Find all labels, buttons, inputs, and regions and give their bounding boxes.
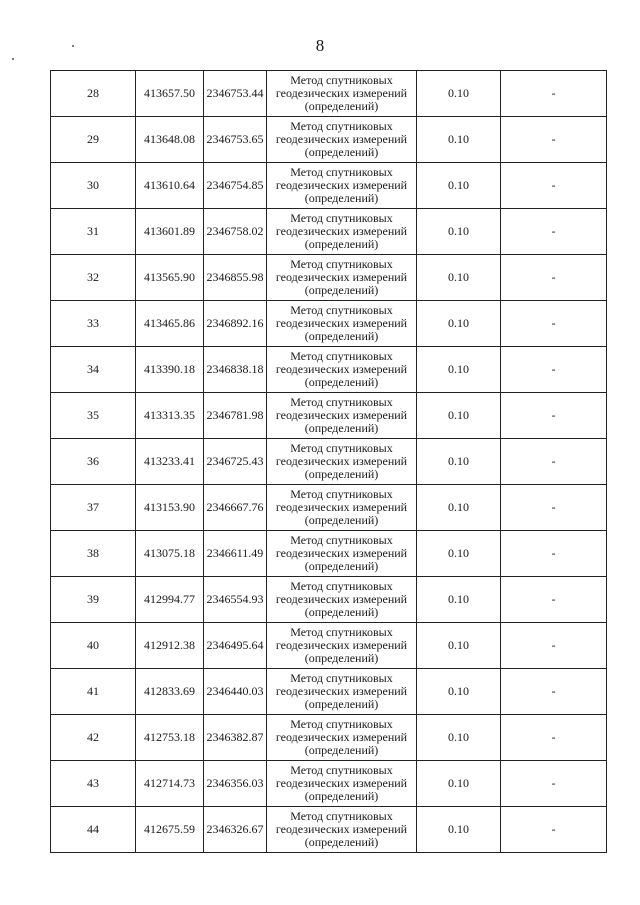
method-line: Метод спутниковых	[290, 303, 393, 317]
method-line: Метод спутниковых	[290, 257, 393, 271]
method-line: геодезических измерений	[275, 500, 408, 514]
cell-text: -	[551, 270, 556, 284]
table-row	[51, 439, 607, 485]
method-line: (определений)	[304, 559, 379, 573]
cell-text: 0.10	[448, 454, 469, 468]
coordinates-table	[50, 70, 607, 853]
point-number-cell	[51, 209, 136, 255]
cell-text: 0.10	[448, 730, 469, 744]
cell-text: -	[551, 638, 556, 652]
table-row	[51, 807, 607, 853]
method-cell	[267, 347, 417, 393]
x-coordinate-cell	[136, 439, 204, 485]
description-cell	[501, 71, 607, 117]
y-coordinate-cell	[204, 255, 267, 301]
cell-text: 29	[87, 132, 99, 146]
cell-text: 2346838.18	[206, 362, 264, 376]
cell-text: 30	[87, 178, 99, 192]
method-line: (определений)	[304, 283, 379, 297]
cell-text: -	[551, 408, 556, 422]
x-coordinate-cell	[136, 117, 204, 163]
cell-text: 413075.18	[144, 546, 195, 560]
scan-speck	[72, 45, 74, 47]
y-coordinate-cell	[204, 761, 267, 807]
y-coordinate-cell	[204, 347, 267, 393]
accuracy-cell	[417, 301, 501, 347]
x-coordinate-cell	[136, 761, 204, 807]
cell-text: -	[551, 224, 556, 238]
cell-text: 413601.89	[144, 224, 195, 238]
description-cell	[501, 761, 607, 807]
cell-text: -	[551, 178, 556, 192]
method-cell	[267, 163, 417, 209]
point-number-cell	[51, 393, 136, 439]
cell-text: 412675.59	[144, 822, 195, 836]
method-cell	[267, 577, 417, 623]
method-line: геодезических измерений	[275, 408, 408, 422]
cell-text: 42	[87, 730, 99, 744]
table-row	[51, 761, 607, 807]
cell-text: 35	[87, 408, 99, 422]
y-coordinate-cell	[204, 485, 267, 531]
description-cell	[501, 347, 607, 393]
accuracy-cell	[417, 531, 501, 577]
description-cell	[501, 209, 607, 255]
table-row	[51, 301, 607, 347]
x-coordinate-cell	[136, 71, 204, 117]
cell-text: 0.10	[448, 822, 469, 836]
accuracy-cell	[417, 439, 501, 485]
description-cell	[501, 531, 607, 577]
cell-text: 412994.77	[144, 592, 195, 606]
method-line: Метод спутниковых	[290, 211, 393, 225]
point-number-cell	[51, 715, 136, 761]
cell-text: 0.10	[448, 776, 469, 790]
cell-text: -	[551, 362, 556, 376]
method-line: (определений)	[304, 743, 379, 757]
table-row	[51, 623, 607, 669]
method-line: Метод спутниковых	[290, 395, 393, 409]
point-number-cell	[51, 531, 136, 577]
method-line: Метод спутниковых	[290, 533, 393, 547]
cell-text: -	[551, 592, 556, 606]
method-cell	[267, 715, 417, 761]
cell-text: 31	[87, 224, 99, 238]
accuracy-cell	[417, 485, 501, 531]
description-cell	[501, 807, 607, 853]
cell-text: 44	[87, 822, 99, 836]
method-line: геодезических измерений	[275, 316, 408, 330]
method-line: геодезических измерений	[275, 822, 408, 836]
cell-text: 2346440.03	[206, 684, 264, 698]
y-coordinate-cell	[204, 393, 267, 439]
description-cell	[501, 301, 607, 347]
point-number-cell	[51, 301, 136, 347]
cell-text: 413390.18	[144, 362, 195, 376]
cell-text: 0.10	[448, 224, 469, 238]
method-cell	[267, 393, 417, 439]
y-coordinate-cell	[204, 439, 267, 485]
cell-text: 412833.69	[144, 684, 195, 698]
table-row	[51, 393, 607, 439]
y-coordinate-cell	[204, 71, 267, 117]
x-coordinate-cell	[136, 531, 204, 577]
method-line: (определений)	[304, 329, 379, 343]
method-line: Метод спутниковых	[290, 671, 393, 685]
y-coordinate-cell	[204, 209, 267, 255]
method-line: Метод спутниковых	[290, 119, 393, 133]
method-line: геодезических измерений	[275, 178, 408, 192]
cell-text: 0.10	[448, 132, 469, 146]
method-cell	[267, 623, 417, 669]
cell-text: 413153.90	[144, 500, 195, 514]
table-row	[51, 669, 607, 715]
method-line: (определений)	[304, 513, 379, 527]
cell-text: 0.10	[448, 500, 469, 514]
y-coordinate-cell	[204, 117, 267, 163]
method-line: геодезических измерений	[275, 638, 408, 652]
method-cell	[267, 255, 417, 301]
method-line: геодезических измерений	[275, 730, 408, 744]
cell-text: 413657.50	[144, 86, 195, 100]
point-number-cell	[51, 807, 136, 853]
description-cell	[501, 577, 607, 623]
accuracy-cell	[417, 807, 501, 853]
method-line: Метод спутниковых	[290, 441, 393, 455]
x-coordinate-cell	[136, 347, 204, 393]
page-number: 8	[315, 36, 325, 55]
x-coordinate-cell	[136, 163, 204, 209]
cell-text: 413465.86	[144, 316, 195, 330]
cell-text: 2346611.49	[206, 546, 264, 560]
point-number-cell	[51, 255, 136, 301]
table-row	[51, 117, 607, 163]
x-coordinate-cell	[136, 255, 204, 301]
method-cell	[267, 761, 417, 807]
x-coordinate-cell	[136, 393, 204, 439]
cell-text: 2346753.44	[206, 86, 264, 100]
cell-text: 0.10	[448, 178, 469, 192]
cell-text: -	[551, 500, 556, 514]
accuracy-cell	[417, 71, 501, 117]
method-cell	[267, 531, 417, 577]
method-line: Метод спутниковых	[290, 717, 393, 731]
point-number-cell	[51, 347, 136, 393]
table-row	[51, 347, 607, 393]
table-row	[51, 255, 607, 301]
method-line: Метод спутниковых	[290, 487, 393, 501]
cell-text: 32	[87, 270, 99, 284]
point-number-cell	[51, 71, 136, 117]
method-line: (определений)	[304, 375, 379, 389]
cell-text: 0.10	[448, 408, 469, 422]
method-line: (определений)	[304, 237, 379, 251]
x-coordinate-cell	[136, 209, 204, 255]
cell-text: 413610.64	[144, 178, 195, 192]
y-coordinate-cell	[204, 623, 267, 669]
method-line: геодезических измерений	[275, 86, 408, 100]
cell-text: 2346382.87	[206, 730, 264, 744]
method-cell	[267, 485, 417, 531]
cell-text: 0.10	[448, 638, 469, 652]
method-line: Метод спутниковых	[290, 73, 393, 87]
table-row	[51, 531, 607, 577]
accuracy-cell	[417, 623, 501, 669]
cell-text: 39	[87, 592, 99, 606]
cell-text: 2346356.03	[206, 776, 264, 790]
scan-speck	[12, 58, 14, 60]
cell-text: 38	[87, 546, 99, 560]
accuracy-cell	[417, 255, 501, 301]
table-row	[51, 485, 607, 531]
method-line: геодезических измерений	[275, 362, 408, 376]
table-row	[51, 163, 607, 209]
table-row	[51, 71, 607, 117]
point-number-cell	[51, 485, 136, 531]
cell-text: 412753.18	[144, 730, 195, 744]
cell-text: -	[551, 546, 556, 560]
cell-text: 34	[87, 362, 99, 376]
accuracy-cell	[417, 715, 501, 761]
cell-text: 0.10	[448, 86, 469, 100]
cell-text: 0.10	[448, 270, 469, 284]
method-line: (определений)	[304, 145, 379, 159]
method-line: (определений)	[304, 697, 379, 711]
cell-text: -	[551, 730, 556, 744]
point-number-cell	[51, 761, 136, 807]
method-cell	[267, 439, 417, 485]
method-line: (определений)	[304, 191, 379, 205]
method-line: геодезических измерений	[275, 224, 408, 238]
accuracy-cell	[417, 761, 501, 807]
description-cell	[501, 117, 607, 163]
cell-text: -	[551, 684, 556, 698]
cell-text: 37	[87, 500, 99, 514]
y-coordinate-cell	[204, 301, 267, 347]
description-cell	[501, 669, 607, 715]
cell-text: 2346758.02	[206, 224, 264, 238]
cell-text: -	[551, 86, 556, 100]
cell-text: 2346667.76	[206, 500, 264, 514]
x-coordinate-cell	[136, 577, 204, 623]
description-cell	[501, 623, 607, 669]
method-line: Метод спутниковых	[290, 763, 393, 777]
cell-text: -	[551, 822, 556, 836]
cell-text: -	[551, 132, 556, 146]
method-line: геодезических измерений	[275, 684, 408, 698]
method-line: Метод спутниковых	[290, 349, 393, 363]
description-cell	[501, 255, 607, 301]
cell-text: 33	[87, 316, 99, 330]
table-row	[51, 577, 607, 623]
point-number-cell	[51, 623, 136, 669]
cell-text: -	[551, 316, 556, 330]
method-cell	[267, 807, 417, 853]
y-coordinate-cell	[204, 531, 267, 577]
accuracy-cell	[417, 117, 501, 163]
y-coordinate-cell	[204, 807, 267, 853]
cell-text: 2346753.65	[206, 132, 264, 146]
method-cell	[267, 669, 417, 715]
point-number-cell	[51, 117, 136, 163]
description-cell	[501, 715, 607, 761]
cell-text: -	[551, 776, 556, 790]
method-line: (определений)	[304, 605, 379, 619]
method-line: геодезических измерений	[275, 454, 408, 468]
cell-text: 2346892.16	[206, 316, 264, 330]
cell-text: 2346754.85	[206, 178, 264, 192]
cell-text: 412714.73	[144, 776, 195, 790]
method-line: (определений)	[304, 651, 379, 665]
table-row	[51, 715, 607, 761]
method-line: (определений)	[304, 835, 379, 849]
cell-text: 413565.90	[144, 270, 195, 284]
method-line: (определений)	[304, 99, 379, 113]
accuracy-cell	[417, 669, 501, 715]
cell-text: 413233.41	[144, 454, 195, 468]
cell-text: 0.10	[448, 362, 469, 376]
cell-text: 0.10	[448, 684, 469, 698]
method-line: (определений)	[304, 421, 379, 435]
y-coordinate-cell	[204, 577, 267, 623]
cell-text: 0.10	[448, 316, 469, 330]
cell-text: 40	[87, 638, 99, 652]
cell-text: 41	[87, 684, 99, 698]
cell-text: 2346326.67	[206, 822, 264, 836]
x-coordinate-cell	[136, 623, 204, 669]
method-line: геодезических измерений	[275, 132, 408, 146]
method-line: Метод спутниковых	[290, 809, 393, 823]
description-cell	[501, 439, 607, 485]
method-line: (определений)	[304, 789, 379, 803]
y-coordinate-cell	[204, 715, 267, 761]
point-number-cell	[51, 439, 136, 485]
method-line: геодезических измерений	[275, 776, 408, 790]
x-coordinate-cell	[136, 715, 204, 761]
point-number-cell	[51, 669, 136, 715]
cell-text: 0.10	[448, 592, 469, 606]
cell-text: 2346855.98	[206, 270, 264, 284]
cell-text: 413313.35	[144, 408, 195, 422]
cell-text: 2346781.98	[206, 408, 264, 422]
y-coordinate-cell	[204, 163, 267, 209]
x-coordinate-cell	[136, 485, 204, 531]
method-line: геодезических измерений	[275, 592, 408, 606]
description-cell	[501, 163, 607, 209]
x-coordinate-cell	[136, 807, 204, 853]
method-cell	[267, 209, 417, 255]
x-coordinate-cell	[136, 669, 204, 715]
method-line: геодезических измерений	[275, 546, 408, 560]
cell-text: 36	[87, 454, 99, 468]
cell-text: -	[551, 454, 556, 468]
cell-text: 2346495.64	[206, 638, 264, 652]
method-cell	[267, 71, 417, 117]
method-cell	[267, 117, 417, 163]
x-coordinate-cell	[136, 301, 204, 347]
point-number-cell	[51, 163, 136, 209]
method-line: Метод спутниковых	[290, 579, 393, 593]
cell-text: 43	[87, 776, 99, 790]
accuracy-cell	[417, 163, 501, 209]
y-coordinate-cell	[204, 669, 267, 715]
method-line: (определений)	[304, 467, 379, 481]
cell-text: 28	[87, 86, 99, 100]
method-line: Метод спутниковых	[290, 625, 393, 639]
cell-text: 0.10	[448, 546, 469, 560]
cell-text: 413648.08	[144, 132, 195, 146]
description-cell	[501, 485, 607, 531]
accuracy-cell	[417, 209, 501, 255]
accuracy-cell	[417, 577, 501, 623]
method-line: Метод спутниковых	[290, 165, 393, 179]
table-row	[51, 209, 607, 255]
description-cell	[501, 393, 607, 439]
cell-text: 2346725.43	[206, 454, 264, 468]
accuracy-cell	[417, 393, 501, 439]
point-number-cell	[51, 577, 136, 623]
method-line: геодезических измерений	[275, 270, 408, 284]
accuracy-cell	[417, 347, 501, 393]
method-cell	[267, 301, 417, 347]
cell-text: 2346554.93	[206, 592, 264, 606]
cell-text: 412912.38	[144, 638, 195, 652]
